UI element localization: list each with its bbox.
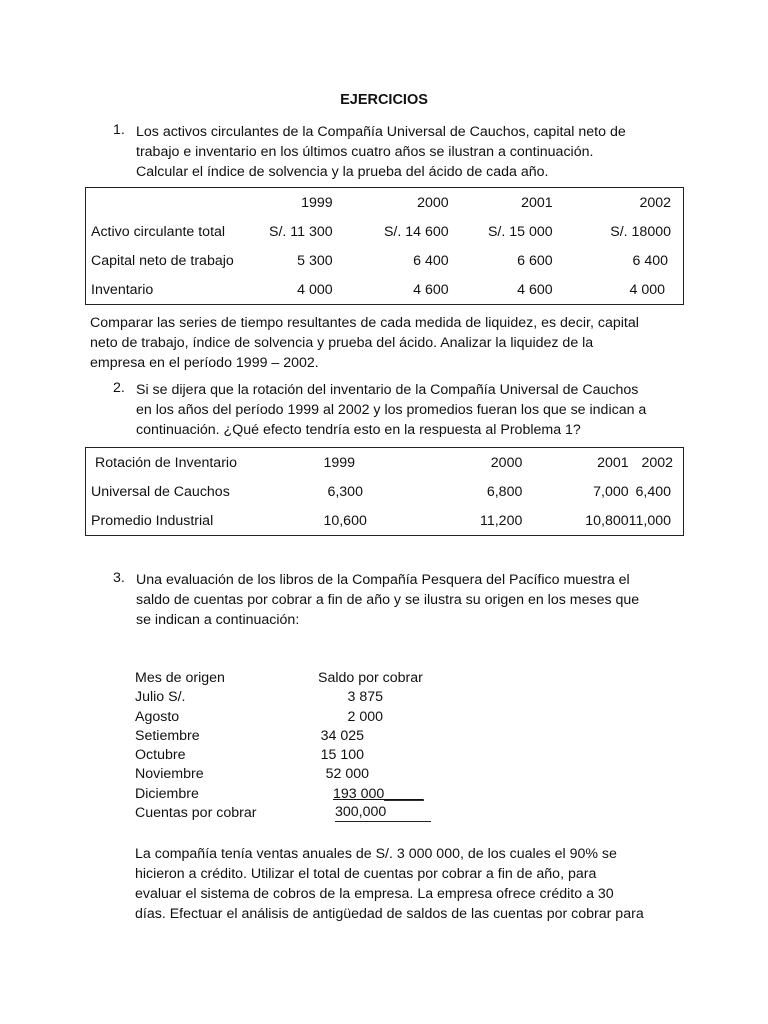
exercise-3-line: se indican a continuación: <box>136 612 300 628</box>
list-item <box>135 765 455 784</box>
aging-amount: 193 000_____ <box>333 785 424 802</box>
year-header: 2001 <box>521 194 553 211</box>
table-row <box>86 246 684 275</box>
exercise-1-number: 1. <box>113 122 125 138</box>
list-item <box>135 708 455 727</box>
table-cell: 7,000 <box>593 483 629 500</box>
page-title: EJERCICIOS <box>340 92 428 108</box>
year-header: 2001 <box>597 454 629 471</box>
list-item <box>135 746 455 765</box>
month-column-header: Mes de origen <box>135 670 225 686</box>
receivables-aging-list <box>135 669 455 823</box>
balance-column-header: Saldo por cobrar <box>318 670 423 686</box>
total-label: Cuentas por cobrar <box>135 805 257 822</box>
table-cell: 6 600 <box>517 252 553 269</box>
aging-month: Noviembre <box>135 766 204 783</box>
exercise-3-closing <box>135 844 644 924</box>
closing-line: hicieron a crédito. Utilizar el total de cuentas por cobrar a fin de año, para <box>135 866 597 882</box>
aging-amount: 34 025 <box>320 727 364 744</box>
year-header: 2002 <box>639 194 671 211</box>
exercise-3-number: 3. <box>113 570 125 586</box>
exercise-3-text <box>136 570 639 630</box>
table-cell: 11,200 <box>480 512 523 529</box>
table-cell: 4 000 <box>629 281 665 298</box>
table-row <box>86 506 684 536</box>
exercise-2-line: en los años del período 1999 al 2002 y los promedios fueran los que se indican a <box>136 402 647 418</box>
exercise-2-number: 2. <box>113 380 125 396</box>
row-label: Activo circulante total <box>91 223 226 240</box>
table-cell: 10,600 <box>323 512 367 529</box>
aging-month: Setiembre <box>135 727 200 744</box>
inventory-rotation-table <box>85 447 684 536</box>
table-cell: S/. 15 000 <box>487 223 553 240</box>
aging-amount: 3 875 <box>347 689 383 706</box>
aging-month: Octubre <box>135 747 186 764</box>
closing-line: días. Efectuar el análisis de antigüedad de saldos de las cuentas por cobrar para <box>135 906 644 922</box>
followup-line: empresa en el período 1999 – 2002. <box>90 355 319 371</box>
followup-line: neto de trabajo, índice de solvencia y prueba del ácido. Analizar la liquidez de la <box>90 335 594 351</box>
year-header: 1999 <box>323 454 356 471</box>
exercise-1-line: Calcular el índice de solvencia y la prueba del ácido de cada año. <box>136 164 549 180</box>
year-header: 1999 <box>301 194 333 211</box>
aging-total-row <box>135 804 455 823</box>
table-cell: 6,800 <box>486 483 523 500</box>
table-row <box>86 217 684 246</box>
aging-month: Julio S/. <box>135 689 186 706</box>
table-cell: 6 400 <box>413 252 449 269</box>
aging-amount: 2 000 <box>347 708 383 725</box>
total-value: 300,000 <box>335 804 431 822</box>
table-cell: 5 300 <box>297 252 333 269</box>
list-item <box>135 688 455 707</box>
aging-month: Agosto <box>135 708 180 725</box>
table-cell: 10,800 <box>585 512 629 529</box>
row-label: Universal de Cauchos <box>91 483 230 500</box>
exercise-1-line: Los activos circulantes de la Compañía Universal de Cauchos, capital neto de <box>136 124 626 140</box>
closing-line: evaluar el sistema de cobros de la empresa. La empresa ofrece crédito a 30 <box>135 886 614 902</box>
table-cell: 4 600 <box>413 281 449 298</box>
aging-amount: 52 000 <box>325 766 369 783</box>
list-item <box>135 727 455 746</box>
exercise-2-text <box>136 380 646 440</box>
aging-month: Diciembre <box>135 785 199 802</box>
followup-line: Comparar las series de tiempo resultantes de cada medida de liquidez, es decir, capital <box>90 315 639 331</box>
rotation-header-row <box>86 448 684 478</box>
table-cell: 6,300 <box>327 483 363 500</box>
table-cell: S/. 18000 <box>610 223 671 240</box>
row-label: Inventario <box>91 281 154 298</box>
row-label: Promedio Industrial <box>91 512 214 529</box>
table-cell: 4 000 <box>297 281 333 298</box>
table-cell: 6 400 <box>632 252 668 269</box>
year-header: 2000 <box>490 454 523 471</box>
year-header: 2000 <box>417 194 449 211</box>
exercise-1-line: trabajo e inventario en los últimos cuatro años se ilustran a continuación. <box>136 144 594 160</box>
table-row <box>86 275 684 305</box>
liquidity-header-blank <box>86 188 270 218</box>
liquidity-header-row <box>86 188 684 218</box>
year-header: 2002 <box>641 454 673 471</box>
table-cell: 11,000 <box>628 512 671 529</box>
table-cell: S/. 14 600 <box>383 223 449 240</box>
exercise-1-text <box>136 122 626 182</box>
exercise-2-line: Si se dijera que la rotación del inventario de la Compañía Universal de Cauchos <box>136 382 639 398</box>
aging-header-row <box>135 669 455 688</box>
exercise-3-line: Una evaluación de los libros de la Compañía Pesquera del Pacífico muestra el <box>136 572 630 588</box>
rotation-header-label: Rotación de Inventario <box>95 454 237 471</box>
exercise-3-line: saldo de cuentas por cobrar a fin de año y se ilustra su origen en los meses que <box>136 592 640 608</box>
list-item <box>135 785 455 804</box>
table-cell: S/. 11 300 <box>269 223 333 240</box>
exercise-1-followup <box>90 313 639 373</box>
row-label: Capital neto de trabajo <box>91 252 234 269</box>
table-row <box>86 477 684 506</box>
table-cell: 6,400 <box>635 483 671 500</box>
aging-amount: 15 100 <box>320 747 364 764</box>
table-cell: 4 600 <box>517 281 553 298</box>
liquidity-table <box>85 187 684 305</box>
closing-line: La compañía tenía ventas anuales de S/. 3 000 000, de los cuales el 90% se <box>135 846 617 862</box>
exercise-2-line: continuación. ¿Qué efecto tendría esto en la respuesta al Problema 1? <box>136 422 581 438</box>
